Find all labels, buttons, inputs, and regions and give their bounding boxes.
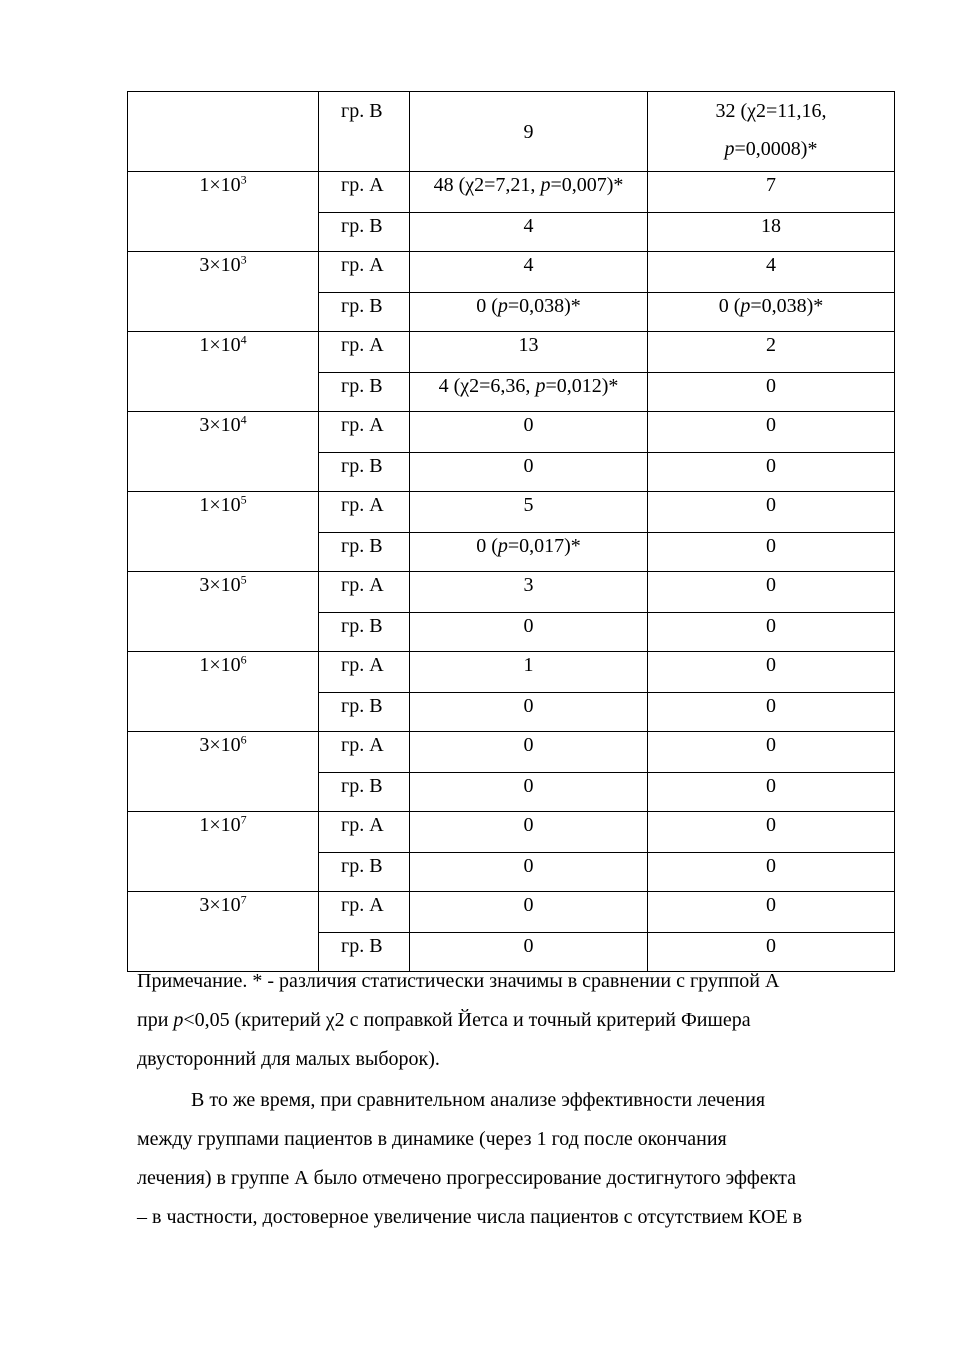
value-cell: 0: [410, 892, 648, 933]
group-cell: гр. В: [319, 373, 410, 412]
value-line: 32 (χ2=11,16,: [715, 100, 827, 122]
concentration-cell: $1\times 10^4$: [128, 332, 319, 412]
group-cell: гр. А: [319, 652, 410, 693]
value-cell: 0: [648, 652, 895, 693]
value-cell: 4: [410, 213, 648, 252]
table-row: [128, 412, 895, 453]
table-row: [128, 92, 895, 172]
value-cell: 0: [648, 373, 895, 412]
note-line: двусторонний для малых выборок).: [137, 1048, 440, 1070]
value-cell: 9: [410, 92, 648, 172]
group-cell: гр. В: [319, 533, 410, 572]
group-cell: гр. А: [319, 892, 410, 933]
note-line: при p<0,05 (критерий χ2 с поправкой Йетса и точный критерий Фишера: [137, 1009, 751, 1031]
value-cell: 0 (p=0,038)*: [410, 293, 648, 332]
value-cell: 5: [410, 492, 648, 533]
value-cell: 0: [648, 732, 895, 773]
value-cell: 0: [648, 533, 895, 572]
value-cell: 0: [648, 613, 895, 652]
value-cell: 3: [410, 572, 648, 613]
value-cell: 1: [410, 652, 648, 693]
concentration-cell: [128, 92, 319, 172]
value-cell: 48 (χ2=7,21, p=0,007)*: [410, 172, 648, 213]
table-row: [128, 732, 895, 773]
concentration-cell: $1\times 10^3$: [128, 172, 319, 252]
group-cell: гр. А: [319, 332, 410, 373]
value-cell: 7: [648, 172, 895, 213]
concentration-cell: $3\times 10^4$: [128, 412, 319, 492]
group-cell: гр. В: [319, 92, 410, 172]
concentration-cell: $1\times 10^6$: [128, 652, 319, 732]
value-cell: 0 (p=0,017)*: [410, 533, 648, 572]
paragraph-line: между группами пациентов в динамике (через 1 год после окончания: [137, 1128, 727, 1150]
table-row: [128, 492, 895, 533]
table-row: [128, 332, 895, 373]
value-cell: 0: [648, 812, 895, 853]
concentration-cell: $1\times 10^5$: [128, 492, 319, 572]
table-row: [128, 812, 895, 853]
paragraph-line: В то же время, при сравнительном анализе эффективности лечения: [191, 1089, 766, 1111]
value-cell: 4: [410, 252, 648, 293]
value-cell: 0: [410, 693, 648, 732]
value-cell: 0: [648, 492, 895, 533]
value-cell: 0: [648, 853, 895, 892]
group-cell: гр. В: [319, 693, 410, 732]
value-cell: 2: [648, 332, 895, 373]
value-cell: 0: [410, 933, 648, 972]
value-cell: 0: [648, 412, 895, 453]
group-cell: гр. А: [319, 172, 410, 213]
results-table-body: [128, 92, 895, 972]
table-row: [128, 572, 895, 613]
group-cell: гр. В: [319, 933, 410, 972]
note-line: Примечание. * - различия статистически значимы в сравнении с группой А: [137, 970, 780, 992]
concentration-cell: $1\times 10^7$: [128, 812, 319, 892]
value-cell: 0: [648, 773, 895, 812]
group-cell: гр. В: [319, 453, 410, 492]
group-cell: гр. В: [319, 213, 410, 252]
group-cell: гр. А: [319, 572, 410, 613]
results-table: [127, 91, 895, 972]
value-cell: 0 (p=0,038)*: [648, 293, 895, 332]
concentration-cell: $3\times 10^3$: [128, 252, 319, 332]
value-cell: 0: [648, 933, 895, 972]
value-cell: 0: [410, 773, 648, 812]
group-cell: гр. А: [319, 412, 410, 453]
group-cell: гр. А: [319, 252, 410, 293]
value-cell: 0: [648, 693, 895, 732]
group-cell: гр. В: [319, 853, 410, 892]
value-cell: 0: [410, 613, 648, 652]
paragraph-line: – в частности, достоверное увеличение числа пациентов с отсутствием КОЕ в: [137, 1206, 803, 1228]
value-cell: 13: [410, 332, 648, 373]
table-row: [128, 172, 895, 213]
value-cell: 0: [410, 412, 648, 453]
value-cell: 0: [410, 853, 648, 892]
value-line: p=0,0008)*: [724, 138, 818, 160]
concentration-cell: $3\times 10^7$: [128, 892, 319, 972]
value-cell: 0: [648, 453, 895, 492]
body-paragraph: [137, 1081, 897, 1237]
group-cell: гр. А: [319, 732, 410, 773]
value-cell: 4 (χ2=6,36, p=0,012)*: [410, 373, 648, 412]
group-cell: гр. В: [319, 773, 410, 812]
value-cell: 0: [410, 453, 648, 492]
group-cell: гр. В: [319, 613, 410, 652]
table-row: [128, 892, 895, 933]
group-cell: гр. А: [319, 492, 410, 533]
value-cell: 0: [648, 892, 895, 933]
table-note: [137, 962, 897, 1079]
value-cell: 0: [410, 812, 648, 853]
table-row: [128, 652, 895, 693]
concentration-cell: $3\times 10^5$: [128, 572, 319, 652]
paragraph-line: лечения) в группе А было отмечено прогрессирование достигнутого эффекта: [137, 1167, 797, 1189]
value-cell: 4: [648, 252, 895, 293]
concentration-cell: $3\times 10^6$: [128, 732, 319, 812]
value-cell: 0: [648, 572, 895, 613]
group-cell: гр. В: [319, 293, 410, 332]
table-row: [128, 252, 895, 293]
group-cell: гр. А: [319, 812, 410, 853]
value-cell: [648, 92, 895, 172]
value-cell: 18: [648, 213, 895, 252]
value-cell: 0: [410, 732, 648, 773]
